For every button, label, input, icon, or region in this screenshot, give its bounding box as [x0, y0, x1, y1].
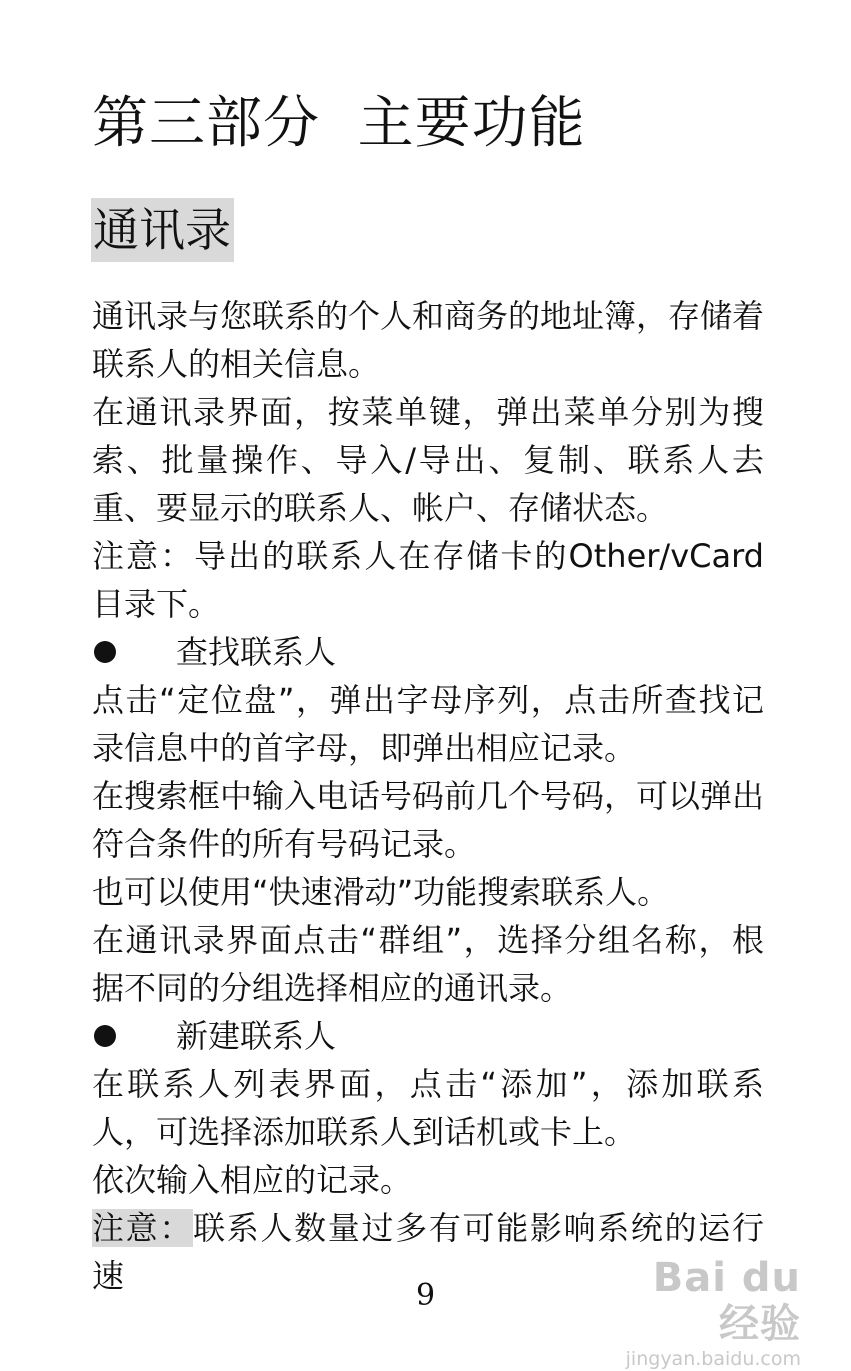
paragraph: 在联系人列表界面，点击“添加”，添加联系人，可选择添加联系人到话机或卡上。: [92, 1065, 764, 1151]
paragraph: 也可以使用“快速滑动”功能搜索联系人。: [92, 873, 670, 911]
body-text: [92, 292, 764, 1300]
watermark-logo: Bai du 经验: [652, 1255, 801, 1347]
paragraph: 注意：导出的联系人在存储卡的Other/vCard目录下。: [92, 537, 764, 623]
bullet-dot-icon: [94, 641, 116, 663]
bullet-heading-find-contact: [92, 628, 764, 676]
paragraph: 通讯录与您联系的个人和商务的地址簿，存储着联系人的相关信息。: [92, 297, 765, 383]
watermark-url: jingyan.baidu.com: [625, 1348, 801, 1370]
note-text: 联系人数量过多有可能影响系统的运行速: [92, 1209, 764, 1295]
bullet-title: 查找联系人: [176, 633, 337, 671]
paragraph: 在通讯录界面，按菜单键，弹出菜单分别为搜索、批量操作、导入/导出、复制、联系人去重、要显示的联系人、帐户、存储状态。: [92, 393, 764, 527]
note-label: 注意：: [92, 1209, 194, 1247]
paragraph: 在通讯录界面点击“群组”，选择分组名称，根据不同的分组选择相应的通讯录。: [92, 921, 764, 1007]
section-title: 通讯录: [91, 198, 234, 262]
paragraph: 在搜索框中输入电话号码前几个号码，可以弹出符合条件的所有号码记录。: [92, 777, 765, 863]
paragraph: 点击“定位盘”，弹出字母序列，点击所查找记录信息中的首字母，即弹出相应记录。: [92, 681, 764, 767]
paragraph: 依次输入相应的记录。: [92, 1161, 413, 1199]
bullet-title: 新建联系人: [176, 1017, 337, 1055]
part-title: 第三部分 主要功能: [92, 91, 586, 156]
baidu-watermark: [601, 1255, 801, 1370]
page-number: 9: [415, 1278, 436, 1313]
bullet-dot-icon: [94, 1025, 116, 1047]
bullet-heading-new-contact: [92, 1012, 764, 1060]
